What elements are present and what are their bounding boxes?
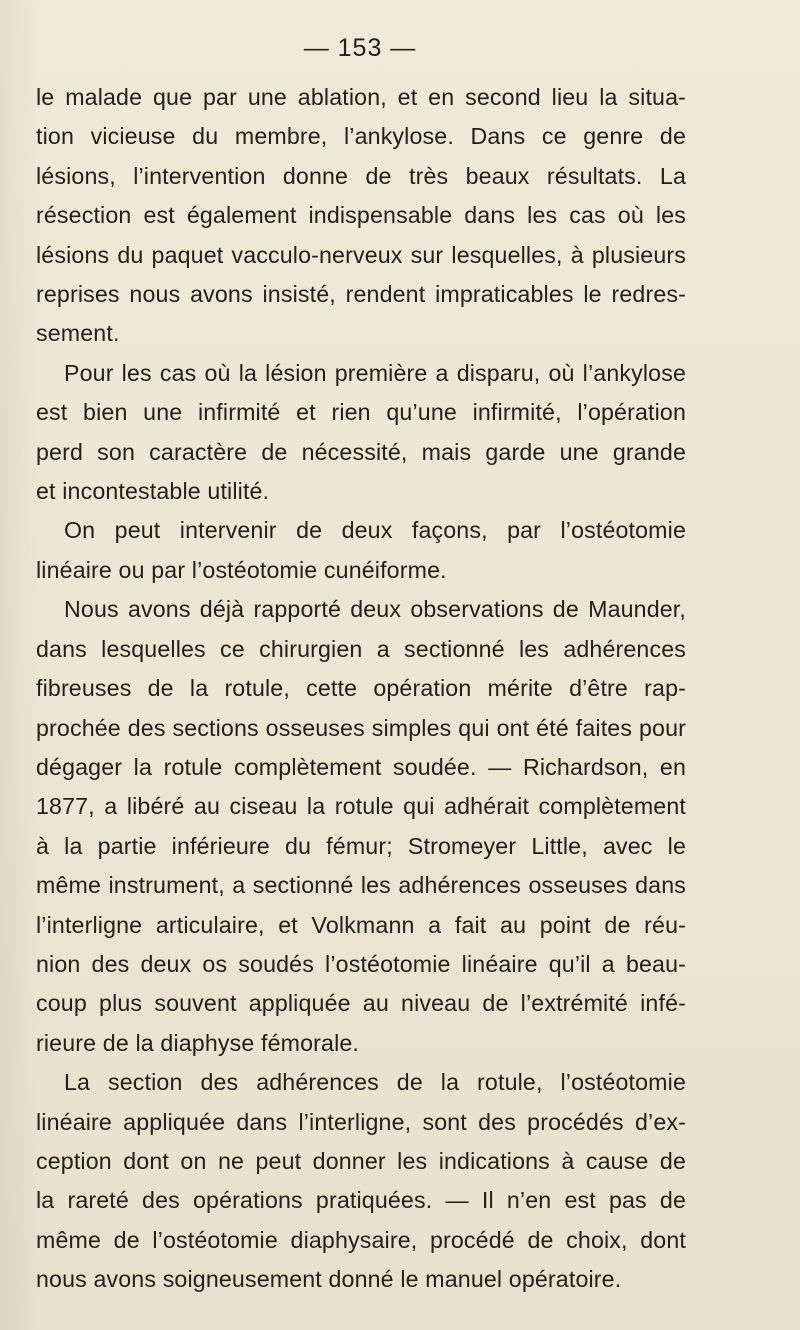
text-line: ception dont on ne peut donner les indications à cause de [36,1147,686,1174]
text-line: Pour les cas où la lésion première a disparu, où l’ankylose [64,359,686,386]
text-line: Nous avons déjà rapporté deux observations de Maunder, [64,596,686,623]
text-line: reprises nous avons insisté, rendent impraticables le redres- [36,281,686,308]
body-text [36,78,686,1300]
text-line: La section des adhérences de la rotule, l’ostéotomie [64,1069,686,1096]
text-line: 1877, a libéré au ciseau la rotule qui adhérait complètement [36,793,686,820]
text-line: lésions du paquet vacculo-nerveux sur lesquelles, à plusieurs [36,241,686,268]
text-line: prochée des sections osseuses simples qui ont été faites pour [36,714,686,741]
text-line: et incontestable utilité. [36,478,270,505]
text-line: perd son caractère de nécessité, mais garde une grande [36,438,686,465]
text-line: dégager la rotule complètement soudée. — Richardson, en [36,753,686,780]
text-line: dans lesquelles ce chirurgien a sectionné les adhérences [36,635,686,662]
text-line: même de l’ostéotomie diaphysaire, procédé de choix, dont [36,1226,686,1253]
text-line: la rareté des opérations pratiquées. — Il n’en est pas de [36,1187,686,1214]
text-line: fibreuses de la rotule, cette opération mérite d’être rap- [36,675,686,702]
text-line: tion vicieuse du membre, l’ankylose. Dans ce genre de [36,123,686,150]
text-line: sement. [36,320,120,347]
text-line: rieure de la diaphyse fémorale. [36,1029,360,1056]
text-line: lésions, l’intervention donne de très beaux résultats. La [36,162,686,189]
text-line: nion des deux os soudés l’ostéotomie linéaire qu’il a beau- [36,950,686,977]
text-line: le malade que par une ablation, et en second lieu la situa- [36,84,686,110]
text-line: à la partie inférieure du fémur; Stromeyer Little, avec le [36,832,686,859]
text-line: On peut intervenir de deux façons, par l’ostéotomie [64,517,686,544]
text-line: l’interligne articulaire, et Volkmann a fait au point de réu- [36,911,686,938]
text-line: linéaire ou par l’ostéotomie cunéiforme. [36,556,447,583]
text-line: est bien une infirmité et rien qu’une infirmité, l’opération [36,399,686,426]
text-line: nous avons soigneusement donné le manuel opératoire. [36,1266,622,1293]
text-line: même instrument, a sectionné les adhérences osseuses dans [36,872,686,899]
text-line: coup plus souvent appliquée au niveau de l’extrémité infé- [36,990,686,1017]
text-line: linéaire appliquée dans l’interligne, sont des procédés d’ex- [36,1108,686,1135]
page-number: — 153 — [303,34,417,62]
text-line: résection est également indispensable dans les cas où les [36,202,686,229]
